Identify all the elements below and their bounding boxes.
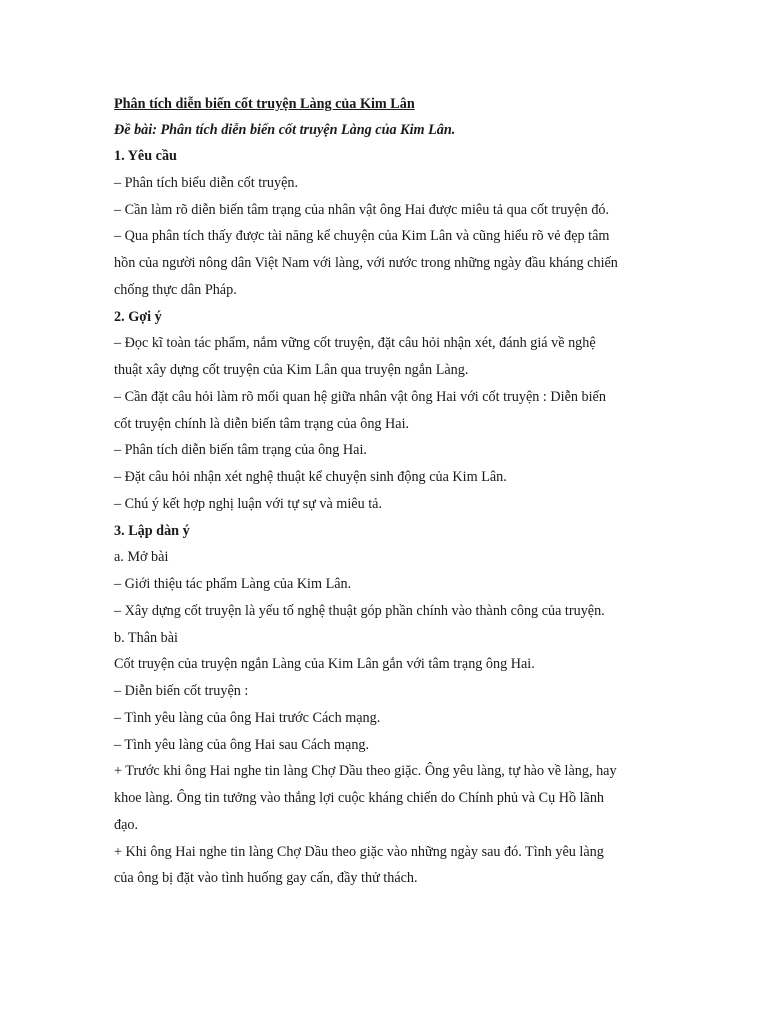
paragraph-line: – Đặt câu hỏi nhận xét nghệ thuật kể chuyện sinh động của Kim Lân. xyxy=(114,469,507,485)
paragraph-line: Cốt truyện của truyện ngắn Làng của Kim Lân gắn với tâm trạng ông Hai. xyxy=(114,656,535,673)
paragraph-line: – Xây dựng cốt truyện là yếu tố nghệ thuật góp phần chính vào thành công của truyện. xyxy=(114,602,605,619)
document-page xyxy=(114,91,654,892)
paragraph-line: – Diễn biến cốt truyện : xyxy=(114,683,249,699)
essay-prompt: Đề bài: Phân tích diễn biến cốt truyện Làng của Kim Lân. xyxy=(114,122,456,138)
paragraph-line: + Trước khi ông Hai nghe tin làng Chợ Dầu theo giặc. Ông yêu làng, tự hào về làng, hay xyxy=(114,763,617,780)
paragraph-line: khoe làng. Ông tin tưởng vào thắng lợi cuộc kháng chiến do Chính phủ và Cụ Hồ lãnh xyxy=(114,790,605,806)
paragraph-line: đạo. xyxy=(114,816,139,833)
paragraph-line: – Đọc kĩ toàn tác phẩm, nắm vững cốt truyện, đặt câu hỏi nhận xét, đánh giá về nghệ xyxy=(114,335,596,352)
paragraph-line: của ông bị đặt vào tình huống gay cấn, đầy thử thách. xyxy=(114,870,418,887)
paragraph-line: b. Thân bài xyxy=(114,629,178,646)
paragraph-line: a. Mở bài xyxy=(114,549,169,566)
paragraph-line: – Phân tích biểu diễn cốt truyện. xyxy=(114,174,299,191)
document-title: Phân tích diễn biến cốt truyện Làng của Kim Lân xyxy=(114,96,415,112)
section-heading-requirements: 1. Yêu cầu xyxy=(114,148,177,164)
section-heading-outline: 3. Lập dàn ý xyxy=(114,522,190,539)
section-heading-suggestions: 2. Gợi ý xyxy=(114,308,162,325)
paragraph-line: – Chú ý kết hợp nghị luận với tự sự và miêu tả. xyxy=(114,495,382,512)
paragraph-line: – Cần làm rõ diễn biến tâm trạng của nhân vật ông Hai được miêu tả qua cốt truyện đó. xyxy=(114,201,610,218)
paragraph-line: thuật xây dựng cốt truyện của Kim Lân qua truyện ngắn Làng. xyxy=(114,362,469,378)
paragraph-line: – Giới thiệu tác phẩm Làng của Kim Lân. xyxy=(114,576,352,592)
paragraph-line: – Phân tích diễn biến tâm trạng của ông Hai. xyxy=(114,442,367,459)
paragraph-line: – Qua phân tích thấy được tài năng kể chuyện của Kim Lân và cũng hiểu rõ vẻ đẹp tâm xyxy=(114,228,610,245)
paragraph-line: hồn của người nông dân Việt Nam với làng, với nước trong những ngày đầu kháng chiến xyxy=(114,255,618,271)
paragraph-line: chống thực dân Pháp. xyxy=(114,281,237,298)
paragraph-line: + Khi ông Hai nghe tin làng Chợ Dầu theo giặc vào những ngày sau đó. Tình yêu làng xyxy=(114,843,604,860)
paragraph-line: – Tình yêu làng của ông Hai sau Cách mạng. xyxy=(114,736,370,753)
paragraph-line: – Cần đặt câu hỏi làm rõ mối quan hệ giữa nhân vật ông Hai với cốt truyện : Diễn biến xyxy=(114,388,606,405)
paragraph-line: – Tình yêu làng của ông Hai trước Cách mạng. xyxy=(114,709,381,726)
paragraph-line: cốt truyện chính là diễn biến tâm trạng của ông Hai. xyxy=(114,415,410,432)
